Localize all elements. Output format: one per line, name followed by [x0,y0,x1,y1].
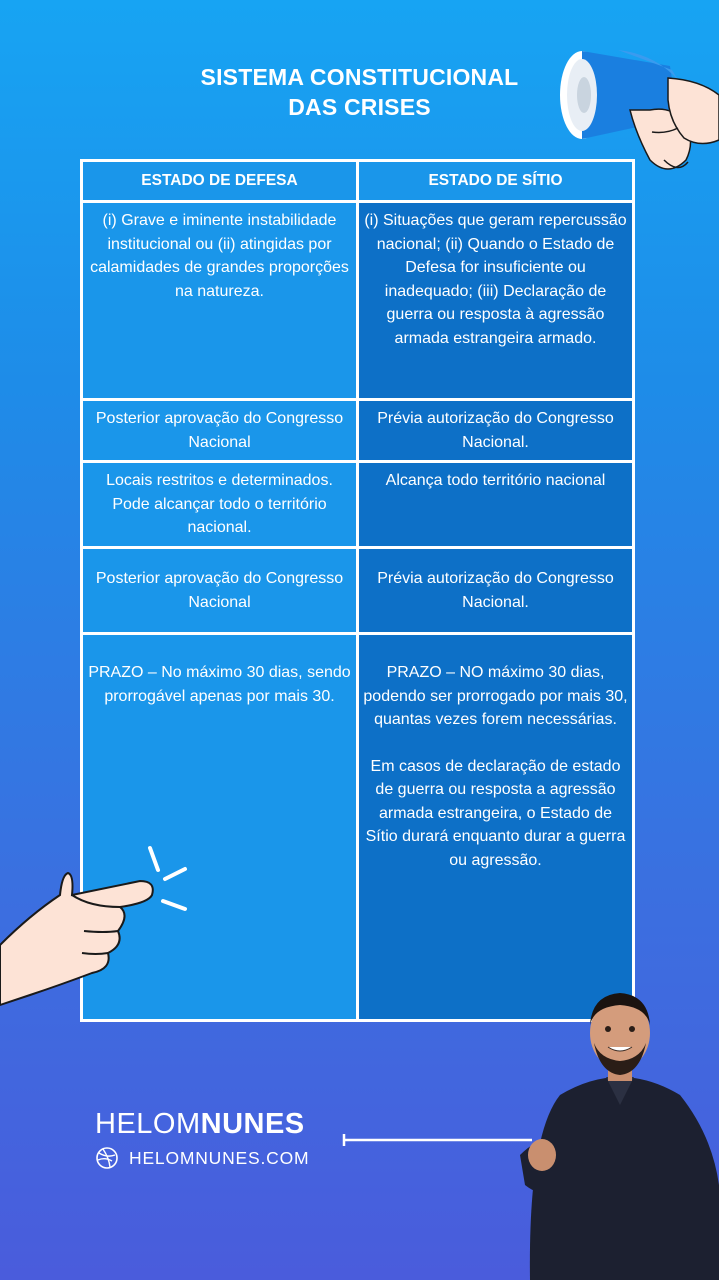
brand-divider-line [342,1133,532,1147]
header-estado-de-defesa: ESTADO DE DEFESA [82,161,358,202]
website-text: HELOMNUNES.COM [129,1147,310,1168]
table-row [82,400,634,462]
sitio-cell-prazo [358,634,634,1021]
defesa-cell-aprovacao-2: Posterior aprovação do Congresso Nacional [82,548,358,634]
defesa-cell-hipoteses: (i) Grave e iminente instabilidade institucional ou (ii) atingidas por calamidades de grandes proporções na natureza. [82,202,358,400]
header-estado-de-sitio: ESTADO DE SÍTIO [358,161,634,202]
table-row [82,548,634,634]
sitio-cell-autorizacao: Prévia autorização do Congresso Nacional. [358,400,634,462]
sitio-cell-abrangencia: Alcança todo território nacional [358,462,634,548]
table-row [82,202,634,400]
defesa-cell-prazo: PRAZO – No máximo 30 dias, sendo prorrogável apenas por mais 30. [82,634,358,1021]
table-header-row [82,161,634,202]
brand-logo [95,1108,305,1141]
brand-name-light: HELOM [95,1108,201,1140]
website-link[interactable] [95,1146,309,1170]
table-row [82,462,634,548]
sitio-cell-hipoteses: (i) Situações que geram repercussão nacional; (ii) Quando o Estado de Defesa for insuficiente ou inadequado; (iii) Declaração de guerra ou resposta à agressão armada estrangeira armado. [358,202,634,400]
sitio-prazo-extra-text: Em casos de declaração de estado de guerra ou resposta a agressão armada estrangeira, o Estado de Sítio durará enquanto durar a guerra ou agressão. [365,757,626,869]
title-line-1: SISTEMA CONSTITUCIONAL [200,64,519,90]
title-line-2: DAS CRISES [288,94,431,120]
pointing-hand-icon [0,845,200,1015]
defesa-cell-abrangencia: Locais restritos e determinados. Pode alcançar todo o território nacional. [82,462,358,548]
defesa-cell-aprovacao: Posterior aprovação do Congresso Nacional [82,400,358,462]
dribbble-globe-icon [95,1146,119,1170]
presenter-photo [520,985,719,1280]
brand-name-bold: NUNES [200,1108,305,1140]
sitio-prazo-text: PRAZO – NO máximo 30 dias, podendo ser prorrogado por mais 30, quantas vezes forem necessárias. [363,664,628,728]
sitio-cell-autorizacao-2: Prévia autorização do Congresso Nacional. [358,548,634,634]
